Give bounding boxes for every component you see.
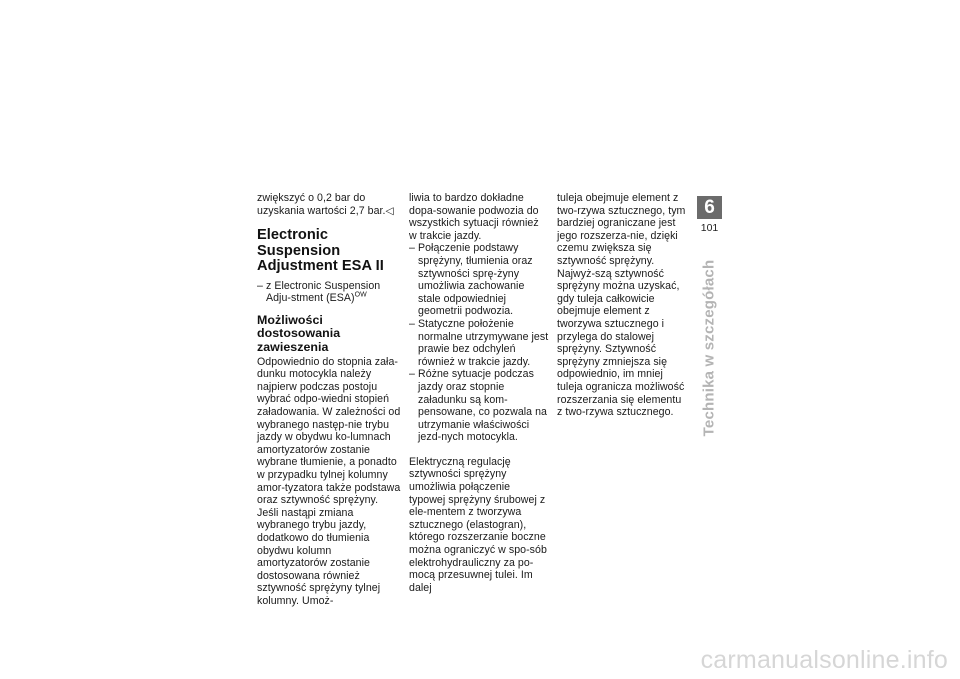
list-dash: – (257, 279, 263, 292)
body-paragraph: Odpowiednio do stopnia zała-dunku motocykla należy najpierw podczas postoju wybrać odpo-wiedni stopień załadowania. W zależności od wybranego następ-nie trybu jazdy w obydwu ko-lumnach amortyzatorów zostanie wybrane tłumienie, a ponadto w przypadku tylnej kolumny amor-tyzatora także podstawa oraz sztywność sprężyny. Jeśli nastąpi zmiana wybranego trybu jazdy, dodatkowo do tłumienia obydwu kolumn amortyzatorów zostanie dostosowana również sztywność sprężyny tylnej kolumny. Umoż- (257, 355, 401, 607)
list-dash: – (409, 368, 415, 381)
text-column-1 (257, 192, 401, 608)
list-item (409, 242, 549, 318)
option-superscript: OW (354, 291, 367, 299)
vertical-section-title: Technika w szczegółach (700, 259, 718, 437)
list-item-text: Statyczne położenie normalne utrzymywane jest prawie bez odchyleń również w trakcie jazdy. (418, 317, 549, 368)
watermark-text: carmanualsonline.info (700, 646, 948, 674)
list-dash: – (409, 242, 415, 255)
intro-paragraph: zwiększyć o 0,2 bar do uzyskania wartości 2,7 bar.◁ (257, 192, 394, 217)
intro-paragraph: liwia to bardzo dokładne dopa-sowanie podwozia do wszystkich sytuacji również w trakcie jazdy. (409, 192, 539, 242)
list-item-text: Połączenie podstawy sprężyny, tłumienia oraz sztywności sprę-żyny umożliwia zachowanie stale odpowiedniej geometrii podwozia. (418, 242, 533, 318)
list-item (409, 368, 549, 444)
section-heading: Electronic Suspension Adjustment ESA II (257, 227, 384, 275)
list-item (409, 318, 549, 368)
chapter-number-tab: 6 (697, 196, 722, 219)
list-item-text: z Electronic Suspension Adju-stment (ESA) (266, 279, 381, 305)
subsection-heading: Możliwości dostosowania zawieszenia (257, 312, 341, 355)
body-paragraph: Elektryczną regulację sztywności sprężyny umożliwia połączenie typowej sprężyny śrubowej z ele-mentem z tworzywa sztucznego (elastogran), którego rozszerzanie boczne można ograniczyć w spo-sób elektrohydrauliczny za po-mocą przesuwnej tulei. Im dalej (409, 455, 547, 594)
body-paragraph: tuleja obejmuje element z two-rzywa sztucznego, tym bardziej ograniczane jest jego rozszerza-nie, dzięki czemu zwiększa się sztywność sprężyny. Najwyż-szą sztywność sprężyny można uzyskać, gdy tuleja całkowicie obejmuje element z tworzywa sztucznego i przylega do stalowej sprężyny. Sztywność sprężyny zmniejsza się odpowiednio, im mniej tuleja ogranicza możliwość rozszerzania się elementu z two-rzywa sztucznego. (557, 192, 686, 419)
text-column-3 (557, 192, 687, 419)
list-item-text: Różne sytuacje podczas jazdy oraz stopnie załadunku są kom-pensowane, co pozwala na utrzymanie właściwości jezd-nych motocykla. (418, 368, 548, 444)
list-dash: – (409, 317, 415, 330)
page-number: 101 (700, 222, 719, 234)
text-column-2 (409, 192, 549, 594)
list-item (257, 280, 401, 305)
